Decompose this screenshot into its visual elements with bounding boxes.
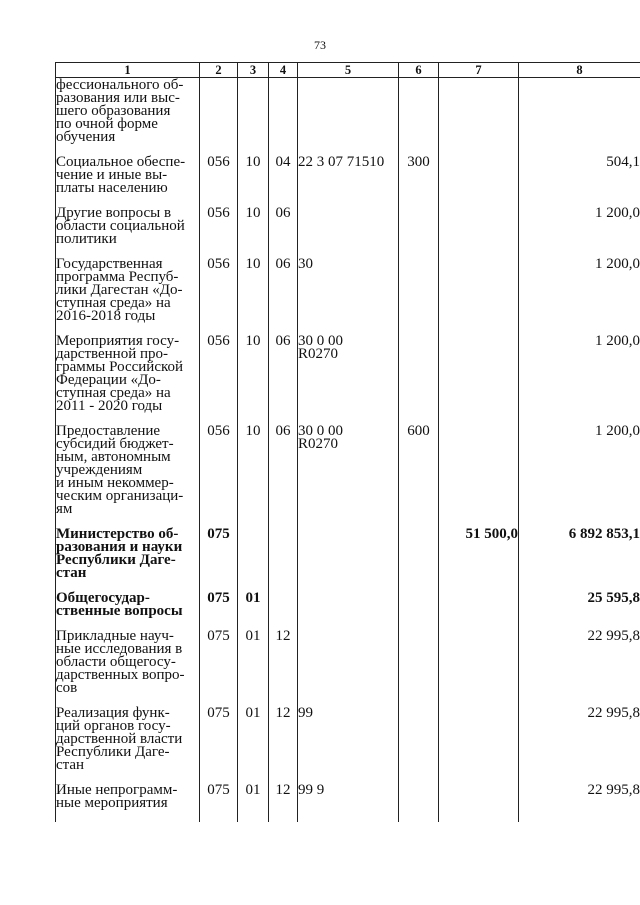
row-code-4: 12 [269,630,298,695]
header-col-4: 4 [269,63,298,78]
header-col-1: 1 [56,63,200,78]
page-number: 73 [314,38,326,52]
table-row [56,528,640,580]
row-code-3: 01 [238,630,269,695]
row-name: Социальное обеспе- чение и иные вы- платы населению [56,156,200,195]
row-code-5 [298,207,399,246]
row-amount-8: 6 892 853,1 [519,528,640,580]
spacer-cell [269,516,298,528]
row-name: Реализация функ- ций органов госу- дарственной власти Республики Даге- стан [56,707,200,772]
table-row [56,258,640,323]
row-code-2: 075 [200,592,238,618]
row-code-6: 300 [399,156,439,195]
row-amount-8 [519,78,640,145]
row-code-4: 12 [269,784,298,810]
table-row [56,707,640,772]
spacer-cell [56,810,200,822]
table-row [56,156,640,195]
row-code-5 [298,592,399,618]
row-name: Мероприятия госу- дарственной про- граммы Российской Федерации «До- ступная среда» на 2011 - 2020 годы [56,335,200,413]
row-code-5: 30 0 00 R0270 [298,425,399,516]
row-amount-8: 504,1 [519,156,640,195]
table-row [56,784,640,810]
row-name: Общегосудар- ственные вопросы [56,592,200,618]
header-col-6: 6 [399,63,439,78]
row-code-4: 06 [269,335,298,413]
row-code-6 [399,258,439,323]
row-code-5 [298,78,399,145]
spacer-cell [399,516,439,528]
row-code-2: 075 [200,784,238,810]
row-amount-7 [439,784,519,810]
spacer-cell [399,195,439,207]
row-amount-7: 51 500,0 [439,528,519,580]
row-amount-7 [439,207,519,246]
row-code-3: 01 [238,784,269,810]
spacer-cell [200,810,238,822]
spacer-cell [439,323,519,335]
row-code-6 [399,207,439,246]
spacer-cell [439,618,519,630]
row-code-5: 22 3 07 71510 [298,156,399,195]
budget-table [55,62,640,822]
row-name: Предоставление субсидий бюджет- ным, автономным учреждениям и иным некоммер- ческим организаци- ям [56,425,200,516]
row-code-4: 04 [269,156,298,195]
row-amount-7 [439,78,519,145]
budget-document [55,62,640,852]
row-code-4: 06 [269,258,298,323]
spacer-cell [269,810,298,822]
spacer-cell [439,810,519,822]
row-code-4: 12 [269,707,298,772]
spacer-cell [399,618,439,630]
row-code-6 [399,592,439,618]
spacer-cell [298,810,399,822]
row-code-4: 06 [269,207,298,246]
spacer-cell [399,810,439,822]
spacer-cell [298,618,399,630]
row-amount-7 [439,335,519,413]
row-code-6 [399,78,439,145]
spacer-cell [439,144,519,156]
row-code-2: 056 [200,156,238,195]
row-amount-8: 1 200,0 [519,425,640,516]
spacer-cell [298,580,399,592]
row-amount-7 [439,592,519,618]
header-col-2: 2 [200,63,238,78]
spacer-cell [439,246,519,258]
row-code-3: 10 [238,425,269,516]
spacer-cell [399,772,439,784]
row-code-6 [399,335,439,413]
row-amount-8: 1 200,0 [519,207,640,246]
row-code-6 [399,707,439,772]
table-row [56,78,640,145]
row-amount-8: 22 995,8 [519,784,640,810]
row-code-3: 01 [238,707,269,772]
row-name: Другие вопросы в области социальной политики [56,207,200,246]
spacer-cell [298,516,399,528]
row-name: Иные непрограмм- ные мероприятия [56,784,200,810]
spacer-cell [439,413,519,425]
row-code-2: 056 [200,425,238,516]
row-code-2: 056 [200,258,238,323]
spacer-cell [399,695,439,707]
row-code-2: 056 [200,207,238,246]
spacer-cell [269,580,298,592]
table-row [56,425,640,516]
row-amount-8: 22 995,8 [519,630,640,695]
row-code-5 [298,528,399,580]
row-code-5: 99 [298,707,399,772]
spacer-cell [439,195,519,207]
row-code-2: 075 [200,528,238,580]
row-amount-8: 1 200,0 [519,258,640,323]
row-code-6 [399,784,439,810]
row-code-3: 10 [238,207,269,246]
row-name: Государственная программа Респуб- лики Дагестан «До- ступная среда» на 2016-2018 годы [56,258,200,323]
row-amount-8: 22 995,8 [519,707,640,772]
spacer-cell [519,810,640,822]
row-amount-8: 1 200,0 [519,335,640,413]
row-code-2: 075 [200,707,238,772]
row-code-3 [238,528,269,580]
row-code-6: 600 [399,425,439,516]
table-row [56,207,640,246]
header-col-5: 5 [298,63,399,78]
row-code-3: 01 [238,592,269,618]
spacer-cell [238,810,269,822]
row-code-5: 99 9 [298,784,399,810]
spacer-cell [399,323,439,335]
row-code-3: 10 [238,258,269,323]
header-col-8: 8 [519,63,640,78]
spacer-cell [238,516,269,528]
row-spacer [56,810,640,822]
spacer-cell [399,580,439,592]
row-code-4: 06 [269,425,298,516]
row-code-3 [238,78,269,145]
spacer-cell [399,246,439,258]
row-code-6 [399,630,439,695]
row-code-4 [269,78,298,145]
spacer-cell [439,772,519,784]
row-code-4 [269,528,298,580]
spacer-cell [439,580,519,592]
row-code-5: 30 [298,258,399,323]
spacer-cell [439,695,519,707]
row-name: фессионального об- разования или выс- шего образования по очной форме обучения [56,78,200,145]
table-header-row [56,63,640,78]
row-name: Прикладные науч- ные исследования в области общегосу- дарственных вопро- сов [56,630,200,695]
row-amount-7 [439,425,519,516]
row-code-2: 075 [200,630,238,695]
row-code-6 [399,528,439,580]
row-code-3: 10 [238,335,269,413]
table-row [56,592,640,618]
row-code-3: 10 [238,156,269,195]
row-code-5: 30 0 00 R0270 [298,335,399,413]
table-body [56,78,640,823]
row-code-2 [200,78,238,145]
row-code-5 [298,630,399,695]
row-amount-7 [439,707,519,772]
table-row [56,335,640,413]
row-amount-8: 25 595,8 [519,592,640,618]
row-amount-7 [439,156,519,195]
table-row [56,630,640,695]
spacer-cell [298,195,399,207]
row-code-2: 056 [200,335,238,413]
row-amount-7 [439,258,519,323]
row-amount-7 [439,630,519,695]
header-col-3: 3 [238,63,269,78]
header-col-7: 7 [439,63,519,78]
row-code-4 [269,592,298,618]
row-name: Министерство об- разования и науки Республики Даге- стан [56,528,200,580]
